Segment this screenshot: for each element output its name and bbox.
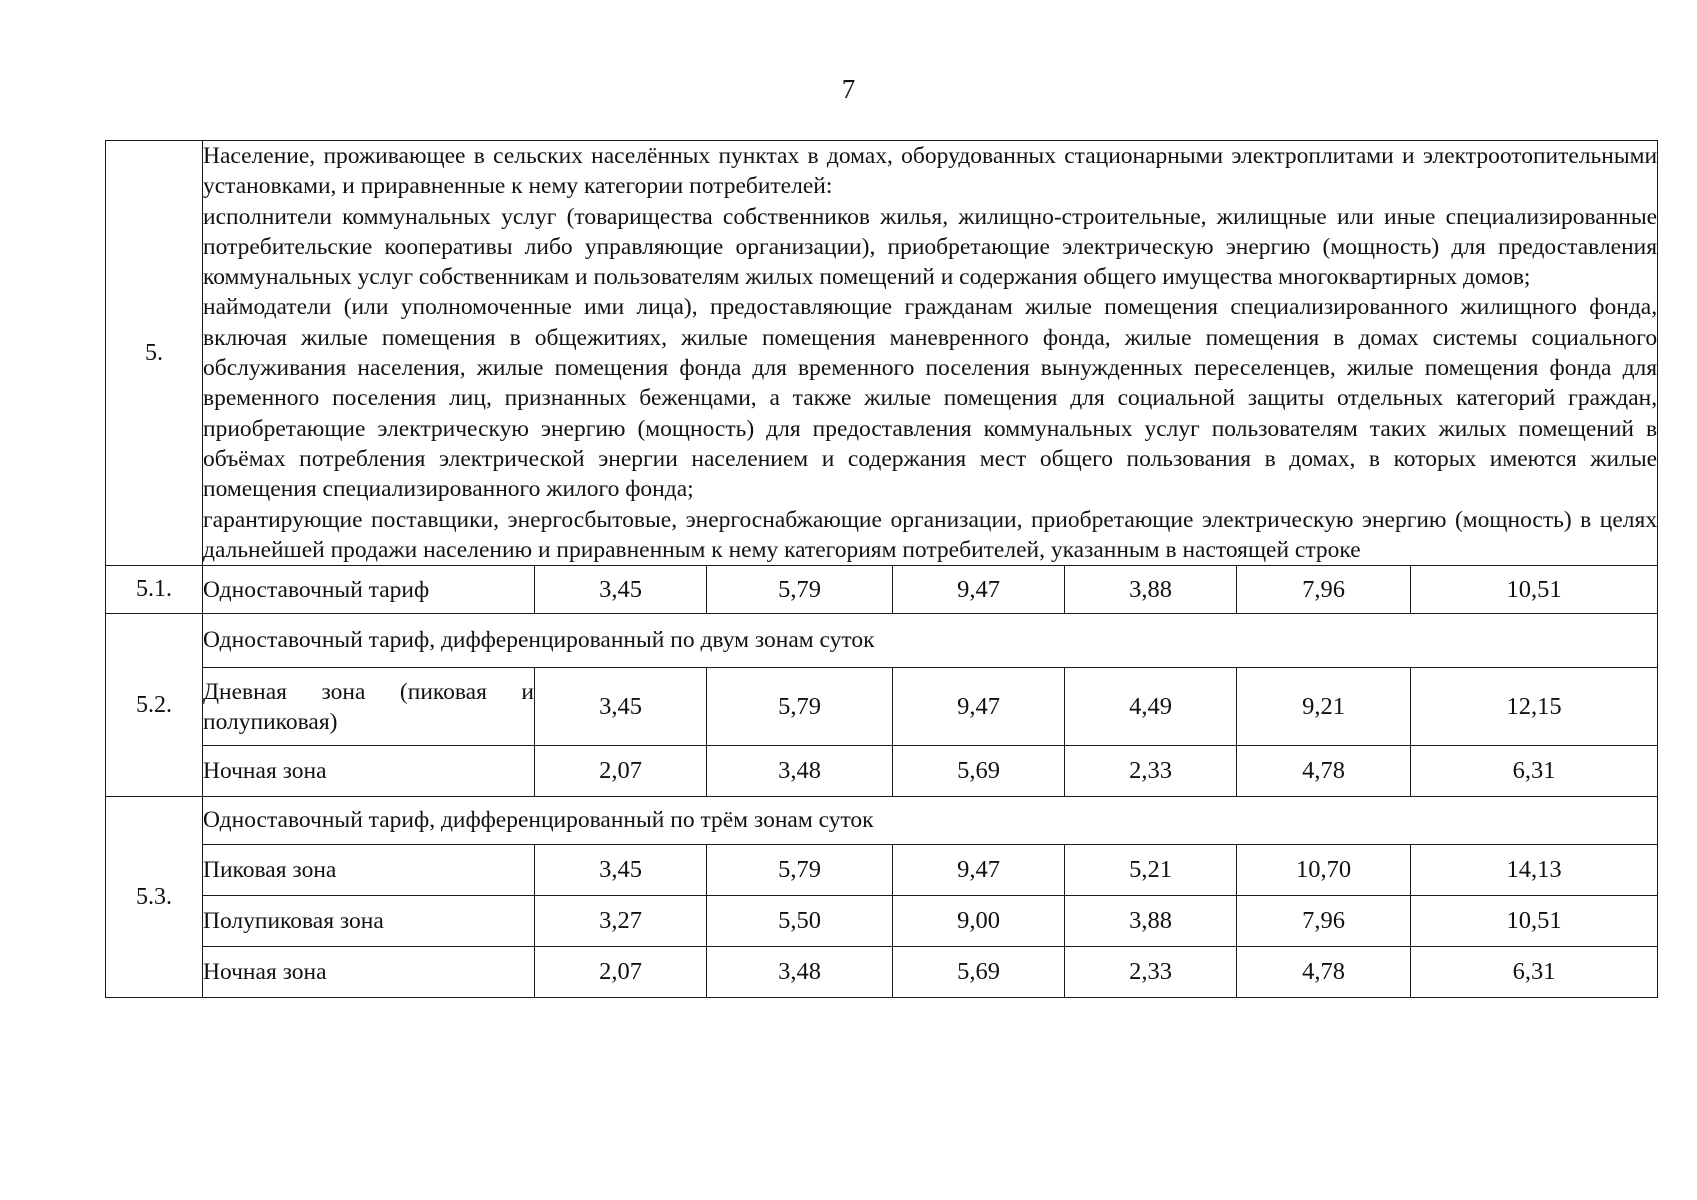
tariff-value: 6,31 [1411,947,1658,998]
tariff-value: 4,78 [1237,947,1411,998]
tariff-value: 2,07 [535,947,707,998]
row-number: 5.3. [106,797,203,998]
table-row-5-2-day [106,668,1658,746]
row-number: 5. [106,141,203,566]
zone-label: Ночная зона [203,947,535,998]
tariff-value: 7,96 [1237,896,1411,947]
table-row-5 [106,141,1658,566]
page-number: 7 [841,74,856,104]
tariff-value: 14,13 [1411,845,1658,896]
tariff-value: 5,79 [707,668,893,746]
description-paragraph: наймодатели (или уполномоченные ими лица), предоставляющие гражданам жилые помещения специализированного жилищного фонда, включая жилые помещения в общежитиях, жилые помещения маневренного фонда, жилые помещения в домах системы социального обслуживания населения, жилые помещения фонда для временного поселения вынужденных переселенцев, жилые помещения фонда для временного поселения лиц, признанных беженцами, а также жилые помещения для социальной защиты отдельных категорий граждан, приобретающие электрическую энергию (мощность) для предоставления коммунальных услуг пользователям таких жилых помещений в объёмах потребления электрической энергии населением и содержания мест общего пользования в домах, в которых имеются жилые помещения специализированного жилого фонда; [203,294,1658,503]
tariff-value: 9,47 [893,845,1065,896]
zone-label: Ночная зона [203,746,535,797]
tariff-value: 3,88 [1065,896,1237,947]
tariff-label: Одноставочный тариф [203,566,535,614]
zone-label: Пиковая зона [203,845,535,896]
tariff-value: 3,45 [535,566,707,614]
tariff-value: 7,96 [1237,566,1411,614]
tariff-value: 3,27 [535,896,707,947]
tariff-value: 5,79 [707,845,893,896]
description-paragraph: гарантирующие поставщики, энергосбытовые, энергоснабжающие организации, приобретающие электрическую энергию (мощность) в целях дальнейшей продажи населению и приравненным к нему категориям потребителей, указанным в настоящей строке [203,506,1658,563]
tariff-value: 9,47 [893,566,1065,614]
zone-label: Полупиковая зона [203,896,535,947]
category-description [203,141,1658,566]
tariff-value: 5,50 [707,896,893,947]
tariff-value: 5,69 [893,947,1065,998]
table-row-5-3-night [106,947,1658,998]
tariff-value: 5,21 [1065,845,1237,896]
tariff-value: 4,78 [1237,746,1411,797]
tariff-table [105,140,1658,998]
table-row-5-3-header [106,797,1658,845]
description-paragraph: исполнители коммунальных услуг (товарищества собственников жилья, жилищно-строительные, жилищные или иные специализированные потребительские кооперативы либо управляющие организации), приобретающие электрическую энергию (мощность) для предоставления коммунальных услуг собственникам и пользователям жилых помещений и содержания общего имущества многоквартирных домов; [203,203,1658,291]
row-number: 5.1. [106,566,203,614]
zone-label: Дневная зона (пиковая и полупиковая) [203,668,535,746]
table-row-5-2-header [106,614,1658,668]
description-paragraph: Население, проживающее в сельских населённых пунктах в домах, оборудованных стационарными электроплитами и электроотопительными установками, и приравненные к нему категории потребителей: [203,143,1658,200]
tariff-value: 5,79 [707,566,893,614]
tariff-value: 2,07 [535,746,707,797]
table-row-5-3-peak [106,845,1658,896]
table-row-5-1 [106,566,1658,614]
tariff-value: 3,48 [707,947,893,998]
table-row-5-3-halfpeak [106,896,1658,947]
tariff-value: 3,45 [535,668,707,746]
tariff-value: 3,88 [1065,566,1237,614]
row-number: 5.2. [106,614,203,797]
tariff-value: 3,48 [707,746,893,797]
tariff-value: 4,49 [1065,668,1237,746]
subgroup-header: Одноставочный тариф, дифференцированный по двум зонам суток [203,614,1658,668]
tariff-value: 10,51 [1411,896,1658,947]
tariff-value: 9,21 [1237,668,1411,746]
tariff-value: 10,70 [1237,845,1411,896]
tariff-value: 2,33 [1065,947,1237,998]
tariff-value: 5,69 [893,746,1065,797]
subgroup-header: Одноставочный тариф, дифференцированный по трём зонам суток [203,797,1658,845]
tariff-value: 9,00 [893,896,1065,947]
tariff-value: 12,15 [1411,668,1658,746]
tariff-value: 6,31 [1411,746,1658,797]
tariff-value: 10,51 [1411,566,1658,614]
table-row-5-2-night [106,746,1658,797]
tariff-value: 2,33 [1065,746,1237,797]
tariff-value: 9,47 [893,668,1065,746]
tariff-value: 3,45 [535,845,707,896]
